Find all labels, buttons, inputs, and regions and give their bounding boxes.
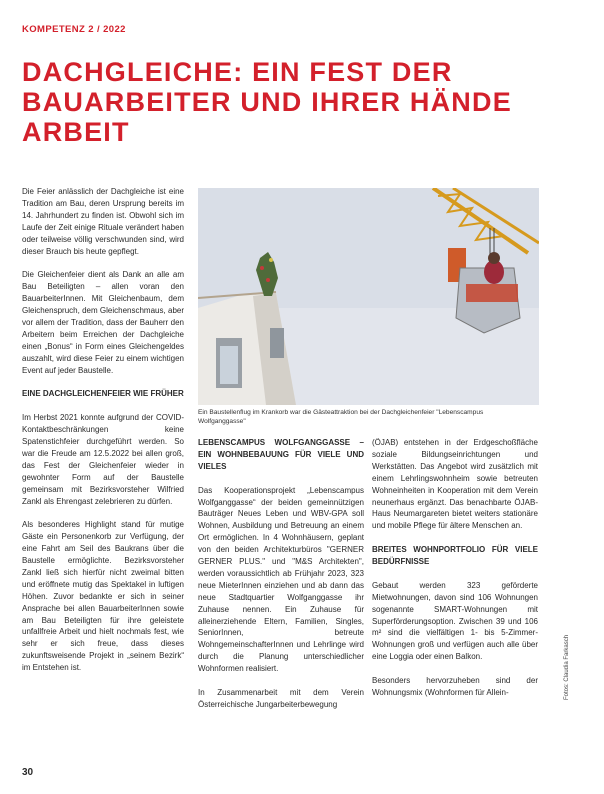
page-number: 30: [22, 767, 34, 778]
intro-paragraph: Die Feier anlässlich der Dachgleiche ist eine Tradition am Bau, deren Ursprung bereits im 14. Jahrhundert zu finden ist. Obwohl sich im Laufe der Zeit einige Rituale verändert haben oder teilweise völlig verschwunden sind, wird dieser Brauch bis heute gepflegt.: [22, 187, 184, 256]
section-heading: BREITES WOHNPORTFOLIO FÜR VIELE BEDÜRFNISSE: [372, 545, 538, 567]
paragraph: Im Herbst 2021 konnte aufgrund der COVID-Kontaktbeschränkungen keine Spatenstichfeier durchgeführt werden. So war die Freude am 12.5.2022 bei allen groß, das Fest der Gleichenfeier wieder in gewohnter Form auf der Baustelle gemeinsam mit Bezirksvorsteher Wilfried Zankl als Ehrengast zelebrieren zu dürfen.: [22, 413, 184, 506]
paragraph: In Zusammenarbeit mit dem Verein Österreichische Jungarbeiterbewegung: [198, 688, 364, 709]
column-right: [372, 437, 538, 711]
column-left: [22, 186, 184, 686]
photo-caption: Ein Baustellenflug im Krankorb war die Gästeattraktion bei der Dachgleichenfeier "Lebenscampus Wolfganggasse": [198, 409, 484, 425]
paragraph: Gebaut werden 323 geförderte Mietwohnungen, davon sind 106 Wohnungen sogenannte SMART-Wohnungen mit Superförderungsoption. Zwischen 39 und 106 m² sind die vielfältigen 1- bis 5-Zimmer-Wohnungen groß und verfügen auch alle über eine Loggia oder einen Balkon.: [372, 580, 538, 662]
paragraph: Besonders hervorzuheben sind der Wohnungsmix (Wohnformen für Allein-: [372, 676, 538, 697]
paragraph: (ÖJAB) entstehen in der Erdgeschoßfläche soziale Bildungseinrichtungen und Werkstätten. Das Angebot wird zusätzlich mit einem Lehrlingswohnheim sowie betreuten Wohneinheiten in Kooperation mit dem Verein neunerhaus ergänzt. Das benachbarte ÖJAB-Haus Neumargareten bietet weiters stationäre und mobile Pflege für ältere Menschen an.: [372, 438, 538, 531]
kicker: KOMPETENZ 2 / 2022: [22, 24, 126, 35]
paragraph: Als besonderes Highlight stand für mutige Gäste ein Personenkorb zur Verfügung, der eine Fahrt am Seil des Baukrans über die Baustelle ermöglichte. Bezirksvorsteher Zankl ließ sich hierfür nicht zweimal bitten und eröffnete mutig das Spektakel in luftigen Höhen. Zuvor bedankte er sich in seiner Ansprache bei allen BauarbeiterInnen sowie am Bau Beteiligten für ihre geleistete unfallfreie Arbeit und hielt nochmals fest, wie sehr er sich freue, dass dieses zukunftsweisende Projekt in „seinem Bezirk“ im Entstehen ist.: [22, 520, 184, 673]
section-heading: LEBENSCAMPUS WOLFGANGGASSE – EIN WOHNBEBAUUNG FÜR VIELE UND VIELES: [198, 438, 364, 471]
section-heading: EINE DACHGLEICHENFEIER WIE FRÜHER: [22, 389, 184, 399]
column-middle: [198, 437, 364, 723]
paragraph: Die Gleichenfeier dient als Dank an alle am Bau Beteiligten – allen voran den BauarbeiterInnen. Mit Gleichenbaum, dem Gleichenspruch, dem Gleichenschmaus, aber vor allem der Tradition, dass der Bauherr den Arbeitern beim Erreichen der Dachgleiche einen „Bonus“ in Form eines Gleichengeldes auszahlt, wird diese Feier zu einem wichtigen Event auf jeder Baustelle.: [22, 270, 184, 375]
photo-crane-basket: [198, 188, 539, 405]
photo-credit: Fotos: Claudia Farkasch: [564, 634, 570, 700]
page-title: DACHGLEICHE: EIN FEST DER BAUARBEITER UND IHRER HÄNDE ARBEIT: [22, 57, 512, 147]
paragraph: Das Kooperationsprojekt „Lebenscampus Wolfganggasse“ der beiden gemeinnützigen Bauträger Neues Leben und WBV-GPA soll Wohnen, Ausbildung und Betreuung an einem Ort ermöglichen. In 4 Wohnhäusern, geplant von den beiden Architekturbüros "GERNER GERNER PLUS." und "M&S Architekten", werden voraussichtlich ab Frühjahr 2023, 323 neue MieterInnen einziehen und ab dann das neue Stadtquartier Wolfganggasse ihr Zuhause nennen. Ein Zuhause für alleinerziehende Eltern, Familien, Singles, SeniorInnen, betreute WohngemeinschafterInnen und Lehrlinge wird durch die Planung unterschiedlicher Wohnformen realisiert.: [198, 485, 364, 674]
photo-illustration: [198, 188, 539, 405]
